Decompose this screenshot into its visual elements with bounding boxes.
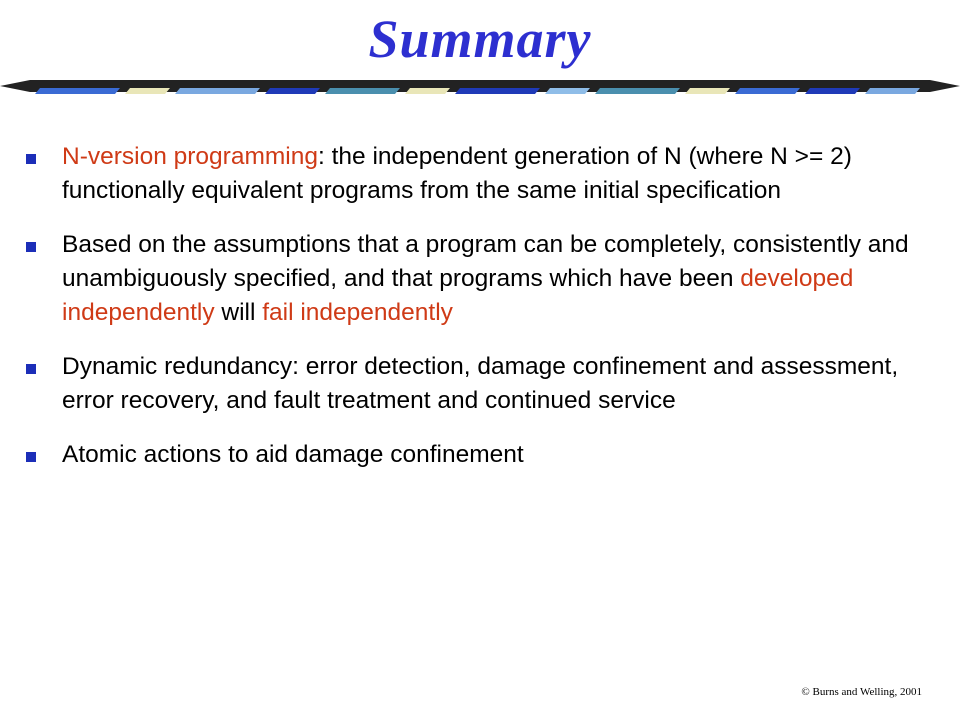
bullet-text-segment: [853, 265, 880, 292]
bullet-text: [62, 353, 905, 414]
bullet-item: [26, 438, 936, 472]
bullet-text-segment: Atomic actions to aid damage confinement: [62, 441, 524, 468]
square-bullet-icon: [26, 242, 36, 252]
bullet-item: [26, 228, 936, 330]
bullet-text-segment: Based on the assumptions that a program can be completely, consistently and unambiguously specified, and that programs which have been: [62, 231, 916, 292]
bullet-text-segment: will: [214, 299, 263, 326]
square-bullet-icon: [26, 452, 36, 462]
bullet-text-segment: independently: [62, 299, 215, 326]
square-bullet-icon: [26, 154, 36, 164]
slide-title: Summary: [368, 9, 592, 69]
bullet-text: [62, 231, 915, 326]
square-bullet-icon: [26, 364, 36, 374]
bullet-text-segment: fail independently: [262, 299, 453, 326]
bullet-text-segment: Dynamic redundancy: error detection, damage confinement and assessment, error recovery, and fault treatment and continued service: [62, 353, 905, 414]
bullet-text-segment: N-version programming: [62, 143, 318, 170]
decorative-stripe-bar: [0, 72, 960, 102]
bullet-text: [62, 143, 859, 204]
bullet-item: [26, 350, 936, 418]
bullet-text-segment: developed: [740, 265, 854, 292]
bullet-text: [62, 441, 524, 468]
bullet-item: [26, 140, 936, 208]
bullet-text-segment: : the independent generation of N (where N >= 2) functionally equivalent programs from the same initial specification: [62, 143, 859, 204]
copyright-footer: © Burns and Welling, 2001: [801, 686, 922, 698]
bullet-list: [26, 140, 936, 492]
